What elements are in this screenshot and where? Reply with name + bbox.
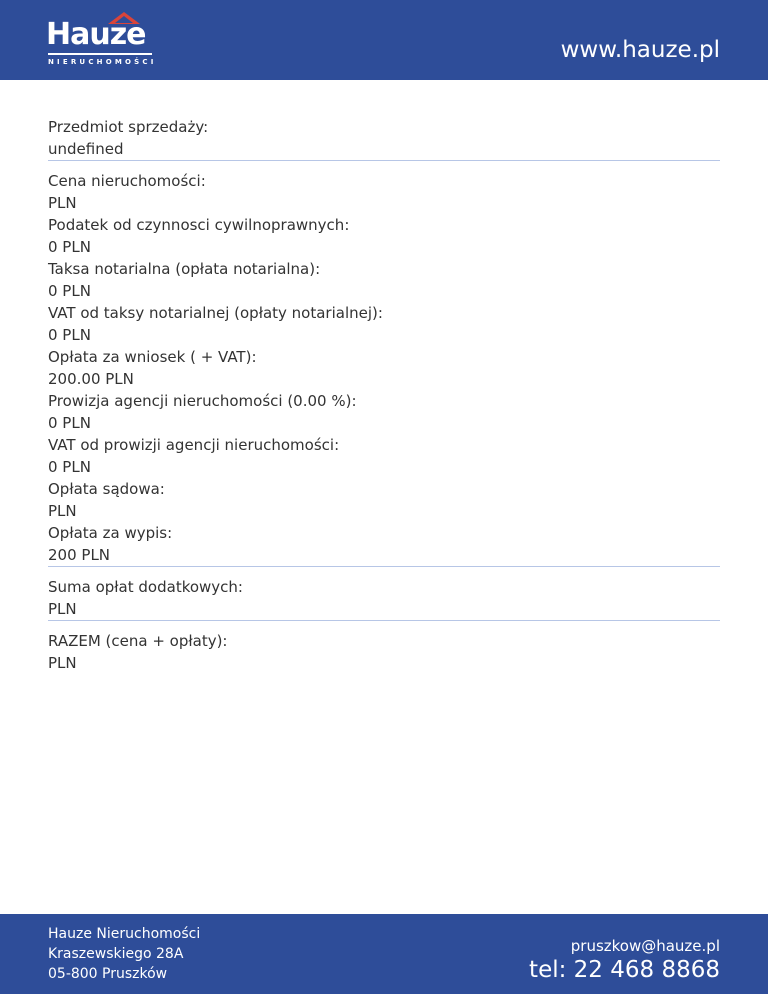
pcc-tax-value: 0 PLN: [48, 238, 91, 256]
total-label: RAZEM (cena + opłaty):: [48, 632, 228, 650]
agency-commission-label: Prowizja agencji nieruchomości (0.00 %):: [48, 392, 357, 410]
logo-underline: [48, 53, 152, 55]
additional-fees-value: PLN: [48, 600, 77, 618]
cost-summary: [48, 116, 720, 674]
agency-commission-value: 0 PLN: [48, 414, 91, 432]
court-fee-value: PLN: [48, 502, 77, 520]
site-url-link[interactable]: www.hauze.pl: [560, 37, 720, 63]
sale-subject-value: undefined: [48, 140, 124, 158]
notary-vat-label: VAT od taksy notarialnej (opłaty notarialnej):: [48, 304, 383, 322]
company-address: [48, 924, 200, 984]
pcc-tax-label: Podatek od czynnosci cywilnoprawnych:: [48, 216, 350, 234]
application-fee-label: Opłata za wniosek ( + VAT):: [48, 348, 257, 366]
commission-vat-label: VAT od prowizji agencji nieruchomości:: [48, 436, 340, 454]
notary-fee-value: 0 PLN: [48, 282, 91, 300]
company-name: Hauze Nieruchomości: [48, 926, 201, 942]
extract-fee-value: 200 PLN: [48, 546, 111, 564]
sale-subject-label: Przedmiot sprzedaży:: [48, 118, 209, 136]
contact-phone-link[interactable]: tel: 22 468 8868: [529, 957, 720, 983]
property-price-label: Cena nieruchomości:: [48, 172, 206, 190]
total-section: [48, 630, 720, 674]
logo-wordmark: Hauze: [46, 17, 146, 52]
notary-vat-value: 0 PLN: [48, 326, 91, 344]
court-fee-label: Opłata sądowa:: [48, 480, 165, 498]
contact-email-link[interactable]: pruszkow@hauze.pl: [570, 937, 720, 955]
logo-subtitle: NIERUCHOMOŚCI: [48, 58, 157, 66]
commission-vat-value: 0 PLN: [48, 458, 91, 476]
extract-fee-label: Opłata za wypis:: [48, 524, 173, 542]
section-divider: [48, 620, 720, 621]
notary-fee-label: Taksa notarialna (opłata notarialna):: [48, 260, 321, 278]
costs-section: [48, 170, 720, 566]
company-city: 05-800 Pruszków: [48, 966, 168, 982]
section-divider: [48, 160, 720, 161]
additional-fees-label: Suma opłat dodatkowych:: [48, 578, 243, 596]
total-value: PLN: [48, 654, 77, 672]
company-street: Kraszewskiego 28A: [48, 946, 184, 962]
hauze-logo[interactable]: [46, 12, 158, 68]
additional-fees-section: [48, 576, 720, 620]
section-divider: [48, 566, 720, 567]
property-price-value: PLN: [48, 194, 77, 212]
application-fee-value: 200.00 PLN: [48, 370, 134, 388]
page-footer: [0, 914, 768, 994]
sale-subject-section: [48, 116, 720, 160]
page-header: [0, 0, 768, 80]
